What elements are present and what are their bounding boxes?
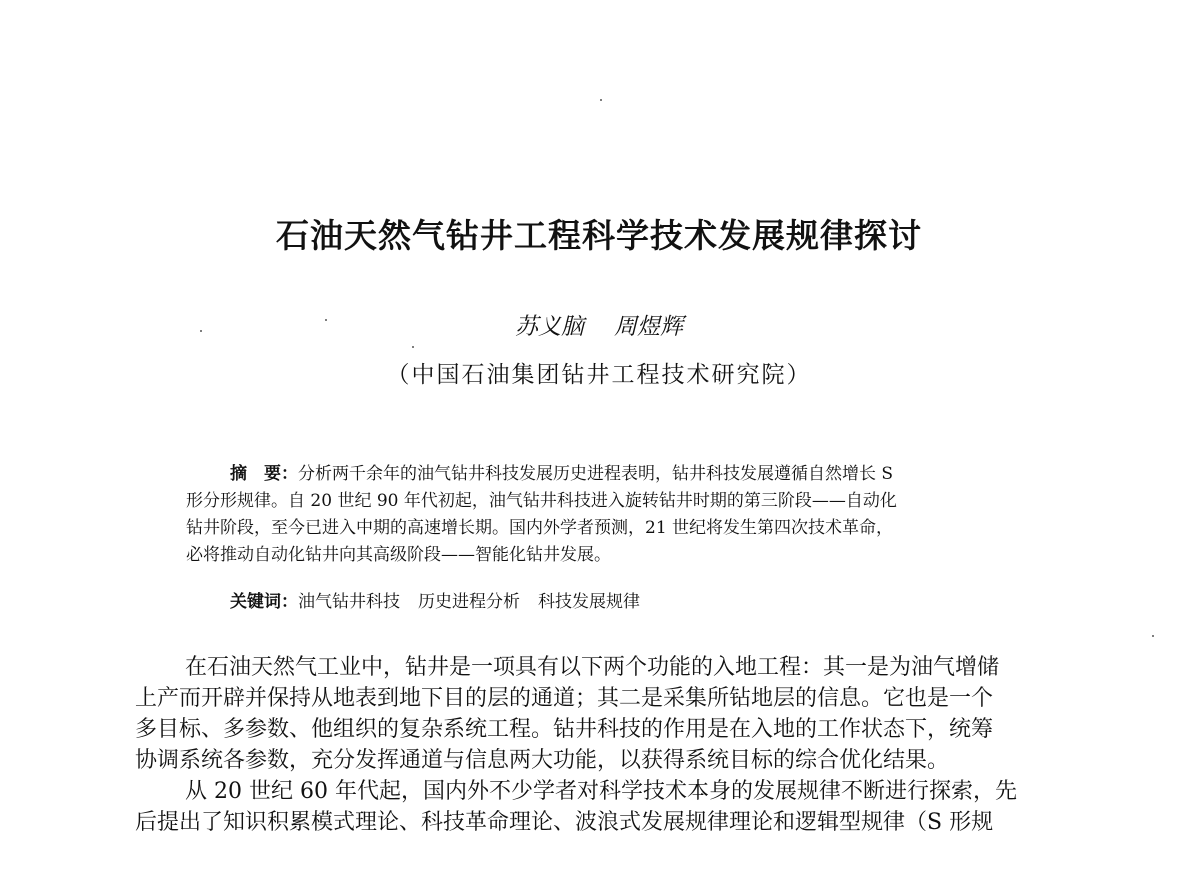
affiliation: （中国石油集团钻井工程技术研究院） bbox=[386, 362, 812, 388]
body-line: 在石油天然气工业中，钻井是一项具有以下两个功能的入地工程：其一是为油气增储 bbox=[185, 655, 1000, 680]
body-line: 多目标、多参数、他组织的复杂系统工程。钻井科技的作用是在入地的工作状态下，统筹 bbox=[135, 717, 994, 742]
keyword: 历史进程分析 bbox=[418, 592, 520, 612]
scan-speck bbox=[600, 99, 602, 101]
author-list bbox=[0, 310, 1198, 344]
body-line: 后提出了知识积累模式理论、科技革命理论、波浪式发展规律理论和逻辑型规律（S 形规 bbox=[135, 810, 994, 835]
abstract-label: 摘 要： bbox=[230, 464, 298, 484]
scan-speck bbox=[1152, 635, 1154, 637]
body-line: 协调系统各参数，充分发挥通道与信息两大功能，以获得系统目标的综合优化结果。 bbox=[135, 748, 950, 773]
author-name: 周煜辉 bbox=[614, 314, 683, 340]
abstract-line: 必将推动自动化钻井向其高级阶段——智能化钻井发展。 bbox=[186, 545, 611, 565]
keyword: 科技发展规律 bbox=[538, 592, 640, 612]
abstract-line bbox=[186, 461, 1056, 488]
paper-title: 石油天然气钻井工程科学技术发展规律探讨 bbox=[276, 216, 922, 255]
keywords-label: 关键词： bbox=[230, 592, 298, 612]
abstract-block bbox=[186, 461, 1056, 569]
body-line: 从 20 世纪 60 年代起，国内外不少学者对科学技术本身的发展规律不断进行探索，先 bbox=[185, 779, 1017, 804]
abstract-text: 分析两千余年的油气钻井科技发展历史进程表明，钻井科技发展遵循自然增长 S bbox=[298, 464, 894, 484]
keyword: 油气钻井科技 bbox=[298, 592, 400, 612]
body-line: 上产而开辟并保持从地表到地下目的层的通道；其二是采集所钻地层的信息。它也是一个 bbox=[135, 686, 994, 711]
scan-speck bbox=[412, 346, 414, 348]
abstract-line: 形分形规律。自 20 世纪 90 年代初起，油气钻井科技进入旋转钻井时期的第三阶段——自动化 bbox=[186, 491, 897, 511]
body-text bbox=[135, 652, 1105, 838]
abstract-line: 钻井阶段，至今已进入中期的高速增长期。国内外学者预测，21 世纪将发生第四次技术革命， bbox=[186, 518, 894, 538]
keywords-block bbox=[230, 589, 658, 616]
author-name: 苏义脑 bbox=[515, 314, 584, 340]
